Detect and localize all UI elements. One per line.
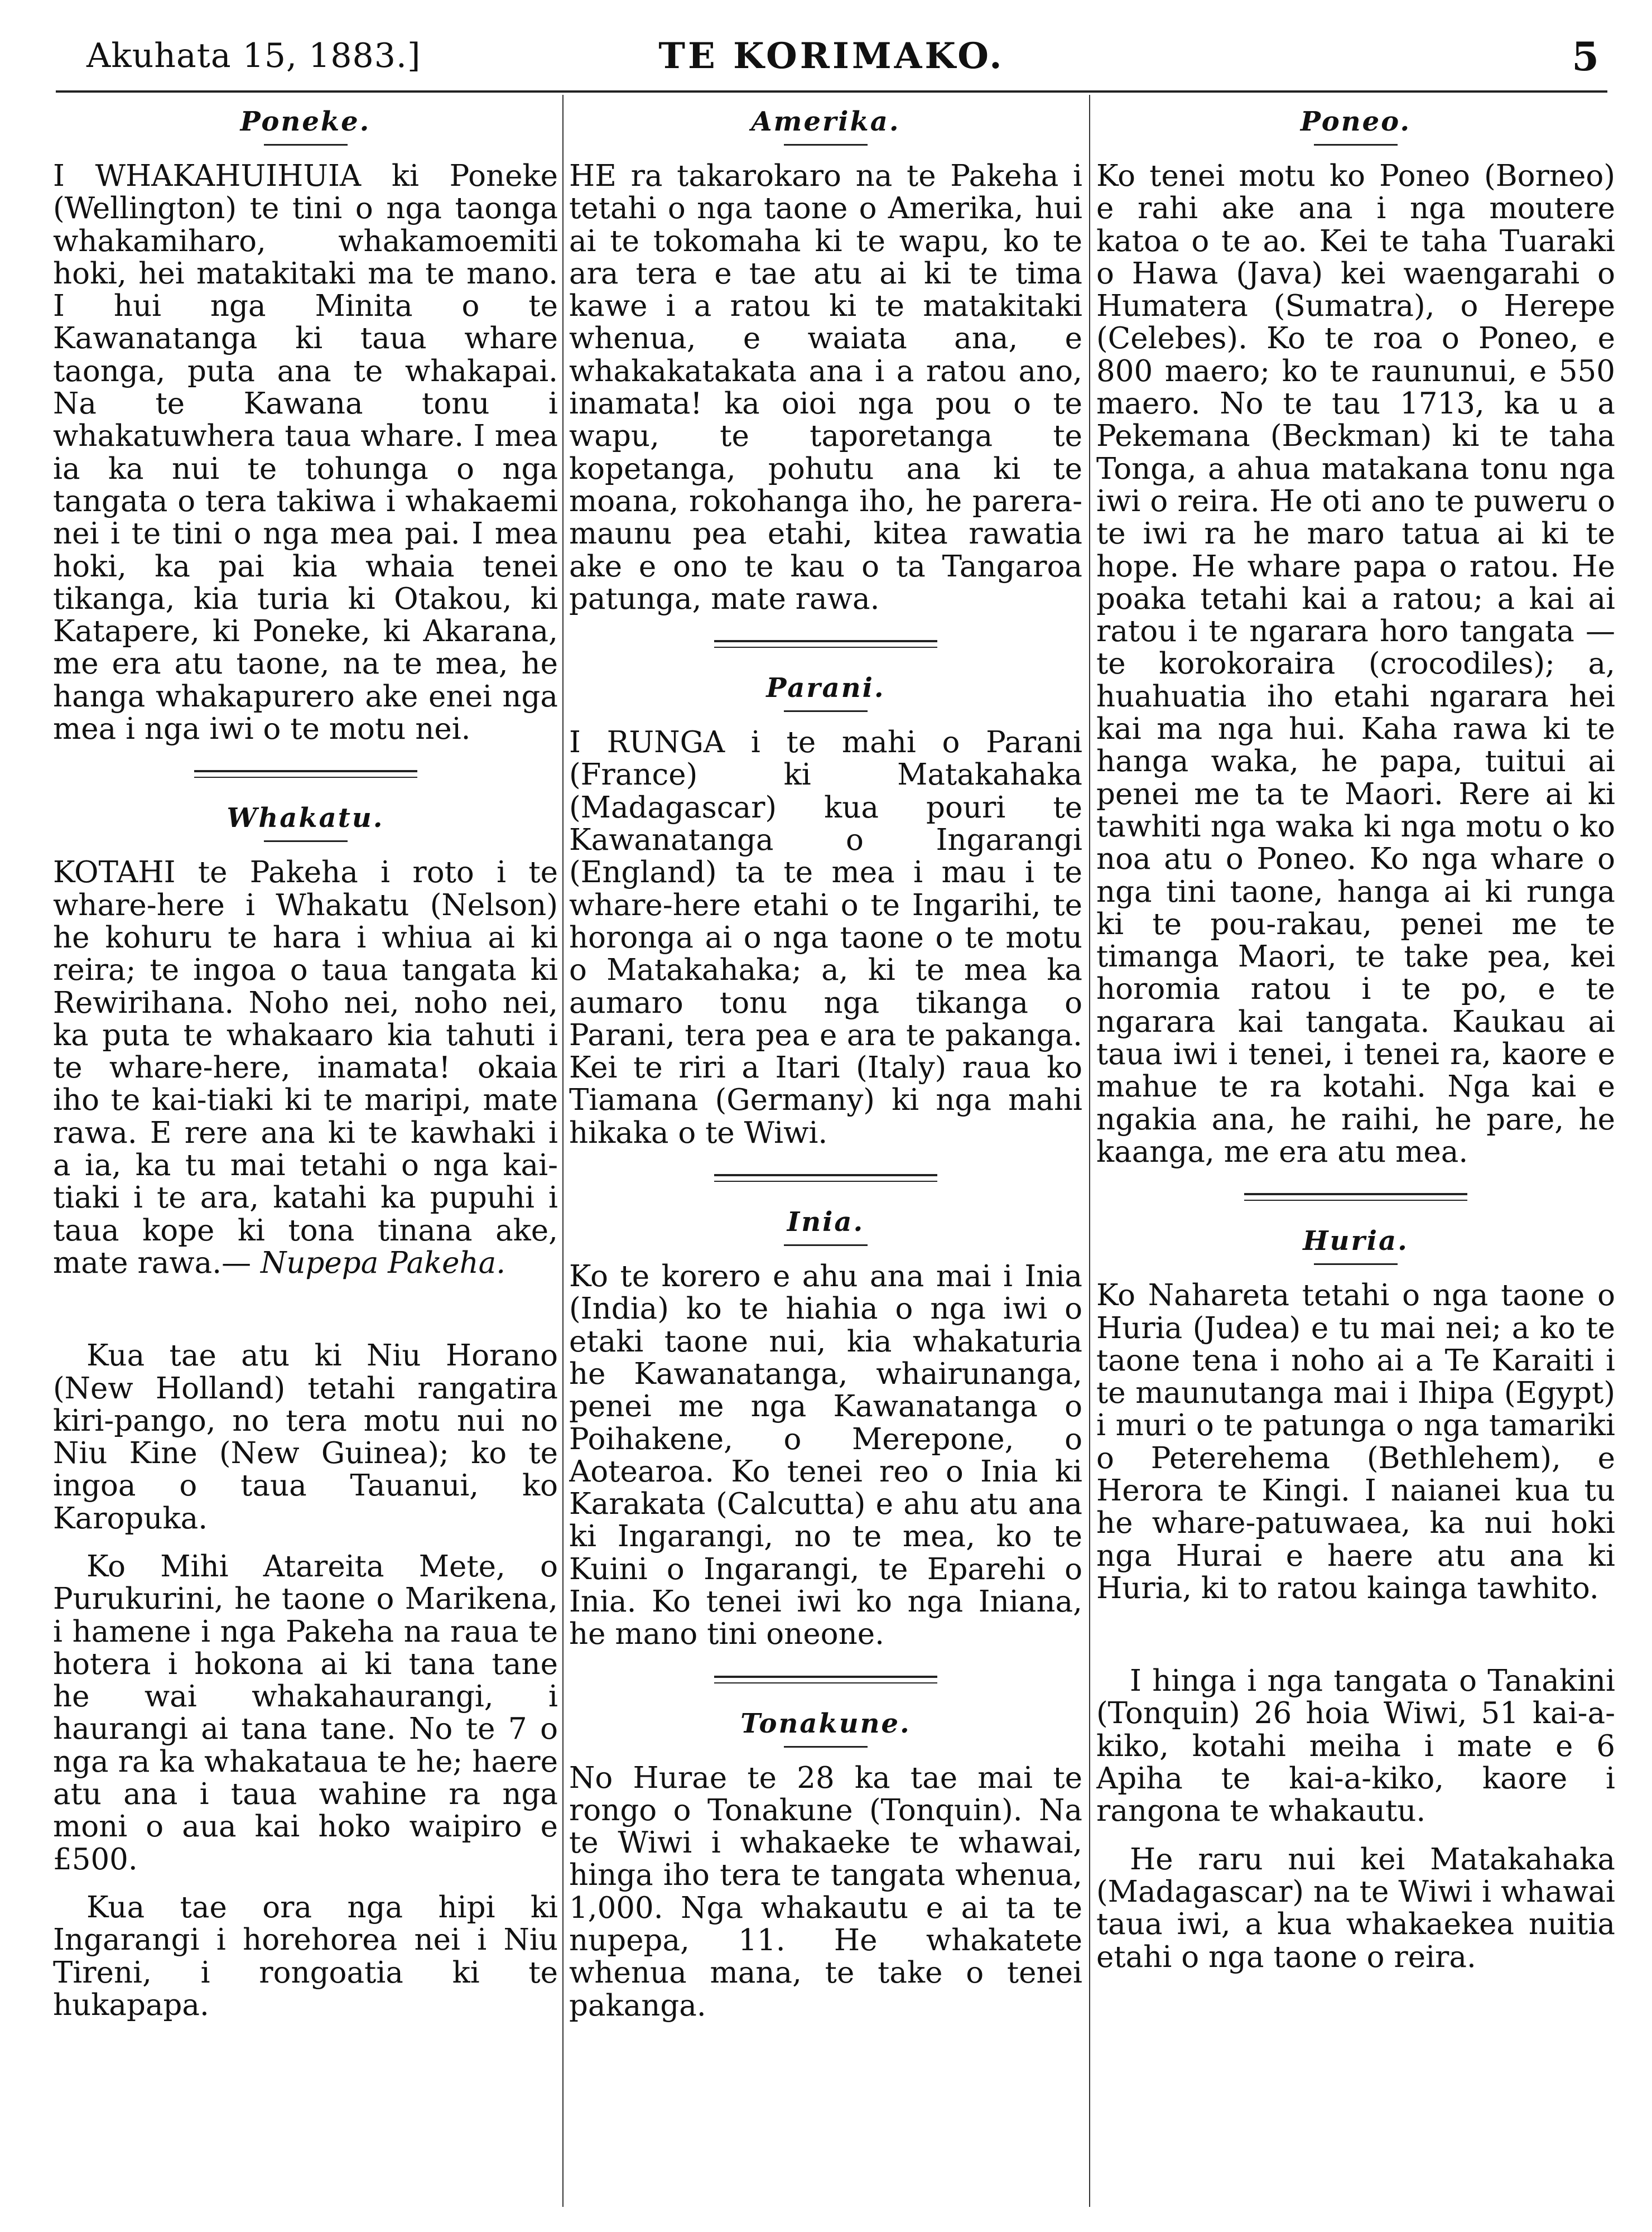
- spacer: [1096, 1620, 1615, 1665]
- section-divider: [714, 640, 937, 648]
- article-whakatu: [53, 857, 558, 1279]
- section-title-whakatu: Whakatu.: [227, 802, 384, 834]
- section-divider: [714, 1174, 937, 1182]
- section-title-poneo: Poneo.: [1300, 106, 1412, 137]
- paragraph-hipi: Kua tae ora nga hipi ki Ingarangi i horehorea nei i Niu Tireni, i rongoatia ki te hukapapa.: [53, 1890, 558, 2022]
- page-number: 5: [1572, 33, 1599, 80]
- section-divider: [194, 770, 417, 778]
- title-rule: [784, 1746, 868, 1748]
- article-text: ki Poneke (Wellington) te tini o nga taonga whakamiharo, whakamoemiti hoki, hei matakitaki ma te mano. I hui nga Minita o te Kawanatanga ki taua whare taonga, puta ana te whakapai. Na te Kawana tonu i whakatuwhera taua whare. I mea ia ka nui te tohunga o nga tangata o tera takiwa i whakaemi nei i te tini o nga mea pai. I mea hoki, ka pai kia whaia tenei tikanga, kia turia ki Otakou, ki Katapere, ki Poneke, ki Akarana, me era atu taone, na te mea, he hanga whakapurero ake enei nga mea i nga iwi o te motu nei.: [53, 159, 558, 747]
- issue-date: Akuhata 15, 1883.]: [86, 36, 421, 75]
- title-rule: [784, 1244, 868, 1246]
- page-header: [56, 31, 1607, 92]
- article-text: ra takarokaro na te Pakeha i tetahi o nga taone o Amerika, hui ai te tokomaha ki te wapu, ko te ara tera e tae atu ai ki te tima kawe i a ratou ki te matakitaki whenua, e waiata ana, e whakakatakata ana i a ratou ano, inamata! ka oioi nga pou o te wapu, te taporetanga te kopetanga, pohutu ana ki te moana, rokohanga iho, he parera-maunu pea etahi, kitea rawatia ake e ono te kau o ta Tangaroa patunga, mate rawa.: [569, 159, 1082, 616]
- section-title-parani: Parani.: [766, 672, 885, 704]
- lead-word: KOTAHI: [53, 855, 176, 890]
- section-divider: [1244, 1193, 1467, 1201]
- title-rule: [264, 144, 348, 146]
- article-poneo: Ko tenei motu ko Poneo (Borneo) e rahi ake ana i nga moutere katoa o te ao. Kei te taha Tuaraki o Hawa (Java) kei waengarahi o Humatera (Sumatra), o Herepe (Celebes). Ko te roa o Poneo, e 800 maero; ko te raununui, e 550 maero. No te tau 1713, ka u a Pekemana (Beckman) ki te taha Tonga, a ahua matakana tonu nga iwi o reira. He oti ano te puweru o te iwi ra he maro tatua ai ki te hope. He whare papa o ratou. He poaka tetahi kai a ratou; a kai ai ratou i te ngarara horo tangata —te korokoraira (crocodiles); a, huahuatia iho etahi ngarara hei kai ma nga hui. Kaha rawa ki te hanga waka, he papa, tuitui ai penei me ta te Maori. Rere ai ki tawhiti nga waka ki nga motu o ko noa atu o Poneo. Ko nga whare o nga tini taone, hanga ai ki runga ki te pou-rakau, penei me te timanga Maori, te take pea, kei horomia ratou i te po, e te ngarara kai tangata. Kaukau ai taua iwi i tenei, i tenei ra, kaore e mahue te ra kotahi. Nga kai e ngakia ana, he raihi, he pare, he kaanga, me era atu mea.: [1096, 159, 1615, 1169]
- article-tonakune: No Hurae te 28 ka tae mai te rongo o Tonakune (Tonquin). Na te Wiwi i whakaeke te whawai, hinga iho tera te tangata whenua, 1,000. Nga whakautu e ai ta te nupepa, 11. He whakatete whenua mana, te take o tenei pakanga.: [569, 1760, 1082, 2023]
- spacer: [53, 1295, 558, 1340]
- article-inia: Ko te korero e ahu ana mai i Inia (India) ko te hiahia o nga iwi o etaki taone nui, kia whakaturia he Kawanatanga, whairunanga, penei me nga Kawanatanga o Poihakene, o Merepone, o Aotearoa. Ko tenei reo o Inia ki Karakata (Calcutta) e ahu atu ana ki Ingarangi, no te mea, ko te Kuini o Ingarangi, te Eparehi o Inia. Ko tenei iwi ko nga Iniana, he mano tini oneone.: [569, 1259, 1082, 1652]
- column-divider: [562, 95, 563, 2207]
- section-title-amerika: Amerika.: [751, 106, 900, 137]
- newspaper-title: TE KORIMAKO.: [658, 35, 1005, 77]
- paragraph-tanakini: I hinga i nga tangata o Tanakini (Tonquin) 26 hoia Wiwi, 51 kai-a-kiko, kotahi meiha i mate e 6 Apiha te kai-a-kiko, kaore i rangona te whakautu.: [1096, 1664, 1615, 1829]
- column-divider: [1089, 95, 1090, 2207]
- lead-word: I WHAKAHUIHUIA: [53, 159, 362, 193]
- article-text: i te mahi o Parani (France) ki Matakahaka (Madagascar) kua pouri te Kawanatanga o Ingarangi (England) ta te mea i mau i te whare-here etahi o te Ingarihi, te horonga ai o nga taone o te motu o Matakahaka; a, ki te mea ka aumaro tonu nga tikanga o Parani, tera pea e ara te pakanga. Kei te riri a Itari (Italy) raua ko Tiamana (Germany) ki nga mahi hikaka o te Wiwi.: [569, 725, 1082, 1150]
- article-poneke: [53, 160, 558, 745]
- section-title-huria: Huria.: [1303, 1225, 1409, 1257]
- column-1: [53, 100, 558, 2204]
- article-parani: [569, 727, 1082, 1149]
- header-rule: [56, 90, 1607, 93]
- lead-word: HE: [569, 159, 617, 193]
- title-rule: [784, 144, 868, 146]
- section-divider: [714, 1676, 937, 1683]
- article-source: Nupepa Pakeha.: [260, 1245, 506, 1280]
- article-amerika: [569, 160, 1082, 615]
- section-title-poneke: Poneke.: [240, 106, 371, 137]
- title-rule: [264, 840, 348, 842]
- column-3: [1096, 100, 1615, 2204]
- article-text: te Pakeha i roto i te whare-here i Whakatu (Nelson) he kohuru te hara i whiua ai ki reira; te ingoa o taua tangata ki Rewirihana. Noho nei, noho nei, ka puta te whakaaro kia tahuti i te whare-here, inamata! okaia iho te kai-tiaki ki te maripi, mate rawa. E rere ana ki te kawhaki i a ia, ka tu mai tetahi o nga kai-tiaki i te ara, katahi ka pupuhi i taua kope ki tona tinana ake, mate rawa.—: [53, 855, 558, 1280]
- paragraph-mihi: Ko Mihi Atareita Mete, o Purukurini, he taone o Marikena, i hamene i nga Pakeha na raua te hotera i hokona ai ki tana tane he wai whakahaurangi, i haurangi ai tana tane. No te 7 o nga ra ka whakataua te he; haere atu ana i taua wahine ra nga moni o aua kai hoko waipiro e £500.: [53, 1549, 558, 1877]
- column-2: [569, 100, 1082, 2204]
- paragraph-matakahaka: He raru nui kei Matakahaka (Madagascar) na te Wiwi i whawai taua iwi, a kua whakaekea nuitia etahi o nga taone o reira.: [1096, 1842, 1615, 1974]
- title-rule: [784, 710, 868, 712]
- paragraph-niu-horano: Kua tae atu ki Niu Horano (New Holland) tetahi rangatira kiri-pango, no tera motu nui no Niu Kine (New Guinea); ko te ingoa o taua Tauanui, ko Karopuka.: [53, 1339, 558, 1536]
- lead-word: I RUNGA: [569, 725, 725, 760]
- title-rule: [1314, 144, 1398, 146]
- article-huria: Ko Nahareta tetahi o nga taone o Huria (Judea) e tu mai nei; a ko te taone tena i noho ai a Te Karaiti i te maunutanga mai i Ihipa (Egypt) i muri o te patunga o nga tamariki o Peterehema (Bethlehem), e Herora te Kingi. I naianei kua tu he whare-patuwaea, ka nui hoki nga Hurai e haere atu ana ki Huria, ki to ratou kainga tawhito.: [1096, 1278, 1615, 1605]
- section-title-inia: Inia.: [787, 1206, 865, 1238]
- section-title-tonakune: Tonakune.: [740, 1707, 911, 1739]
- title-rule: [1314, 1263, 1398, 1265]
